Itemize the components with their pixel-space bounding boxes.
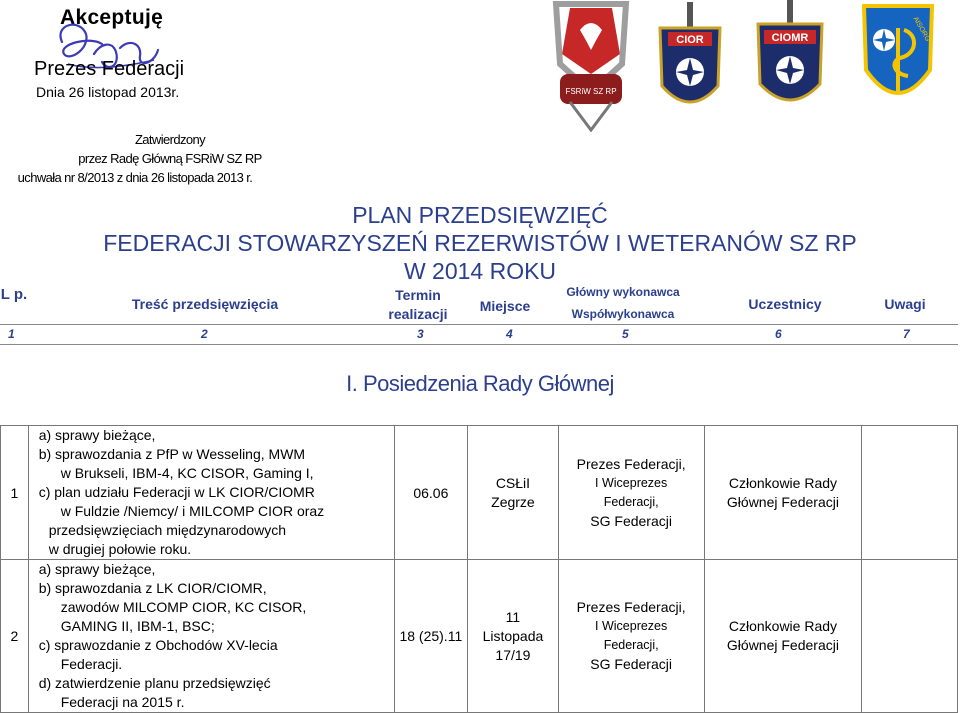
content-line: c) plan udziału Federacji w LK CIOR/CIOMR [38,484,315,500]
executor-line: SG Federacji [590,656,672,672]
executor-line: SG Federacji [590,512,672,529]
header-separator [0,324,958,325]
content-line: w Brukseli, IBM-4, KC CISOR, Gaming I, [60,465,314,481]
badge3-text: CIOMR [771,32,809,44]
header-participants: Uczestnicy [748,296,822,312]
row-content [28,426,394,560]
column-number-4: 4 [506,327,513,341]
header-main-executor: Główny wykonawca [566,285,680,299]
row-lp: 1 [1,426,29,560]
content-line: d) zatwierdzenie planu przedsięwzięć [38,675,271,691]
header-term: Termin realizacji [388,287,448,322]
cior-badge-logo [652,0,728,128]
column-number-1: 1 [8,327,15,341]
executor-line: I Wiceprezes [595,619,668,633]
executor-line: I Wiceprezes [595,475,668,490]
column-numbers-separator [0,344,958,345]
row-term: 06.06 [394,426,468,560]
approval-date: Dnia 26 listopad 2013r. [36,84,180,100]
table-row [1,426,958,560]
content-line: Federacji. [60,656,123,672]
content-line: a) sprawy bieżące, [38,561,156,577]
confirmation-line-1: Zatwierdzony [134,132,206,147]
place-line: CSŁiI [495,474,531,491]
row-content [28,560,394,713]
participants-line: Członkowie Rady [728,474,838,491]
content-line: b) sprawozdania z PfP w Wesseling, MWM [38,446,306,462]
place-line: Zegrze [491,493,535,510]
executor-line: Prezes Federacji, [576,599,686,615]
aisorg-badge-logo [860,0,936,118]
column-number-6: 6 [775,327,782,341]
plan-title-line-2: FEDERACJI STOWARZYSZEŃ REZERWISTÓW I WETERANÓW SZ RP [103,230,857,256]
plan-title-line-1: PLAN PRZEDSIĘWZIĘĆ [352,202,608,228]
place-line: 17/19 [495,646,531,663]
header-notes: Uwagi [884,296,926,312]
row-notes [862,426,958,560]
participants-line: Głównej Federacji [726,637,839,653]
approval-title: Akceptuję [60,6,164,29]
column-number-5: 5 [622,327,629,341]
place-line: Listopada [482,627,544,644]
section-title: I. Posiedzenia Rady Głównej [346,371,614,396]
row-place [468,426,559,560]
plan-title-line-3: W 2014 ROKU [403,258,557,284]
executor-line: Prezes Federacji, [576,455,686,472]
participants-line: Głównej Federacji [726,493,839,510]
header-lp: L p. [0,286,28,303]
confirmation-line-2: przez Radę Główną FSRiW SZ RP [78,151,262,166]
row-term: 18 (25).11 [394,560,468,713]
column-number-3: 3 [417,327,424,341]
row-executor [558,560,704,713]
content-line: w Fuldzie /Niemcy/ i MILCOMP CIOR oraz [60,503,325,519]
badge2-text: CIOR [676,34,704,46]
badge4-text: AISORG [911,15,932,43]
place-line: 11 [505,608,521,625]
ciomr-badge-logo [752,0,828,118]
content-line: b) sprawozdania z LK CIOR/CIOMR, [38,580,267,596]
content-line: Federacji na 2015 r. [60,694,185,710]
row-participants [704,426,862,560]
badge1-text: FSRiW SZ RP [565,87,617,96]
column-number-2: 2 [201,327,208,341]
row-executor [558,426,704,560]
confirmation-line-3: uchwała nr 8/2013 z dnia 26 listopada 2013 r. [17,170,253,185]
row-participants [704,560,862,713]
content-line: w drugiej połowie roku. [48,541,192,557]
content-line: zawodów MILCOMP CIOR, KC CISOR, [60,599,307,615]
row-lp: 2 [1,560,29,713]
row-place [468,560,559,713]
participants-line: Członkowie Rady [728,618,838,634]
federation-badge-logo [550,0,632,132]
approval-role: Prezes Federacji [34,58,185,80]
header-content: Treść przedsięwzięcia [131,296,279,312]
header-place: Miejsce [479,298,531,314]
executor-line: Federacji, [603,494,659,509]
table-row [1,560,958,713]
content-line: GAMING II, IBM-1, BSC; [60,618,215,634]
content-line: c) sprawozdanie z Obchodów XV-lecia [38,637,278,653]
plan-table [0,425,958,713]
content-line: przedsięwzięciach międzynarodowych [48,522,287,538]
column-number-7: 7 [903,327,910,341]
content-line: a) sprawy bieżące, [38,427,156,443]
header-co-executor: Współwykonawca [571,307,675,321]
row-notes [862,560,958,713]
executor-line: Federacji, [603,638,659,652]
